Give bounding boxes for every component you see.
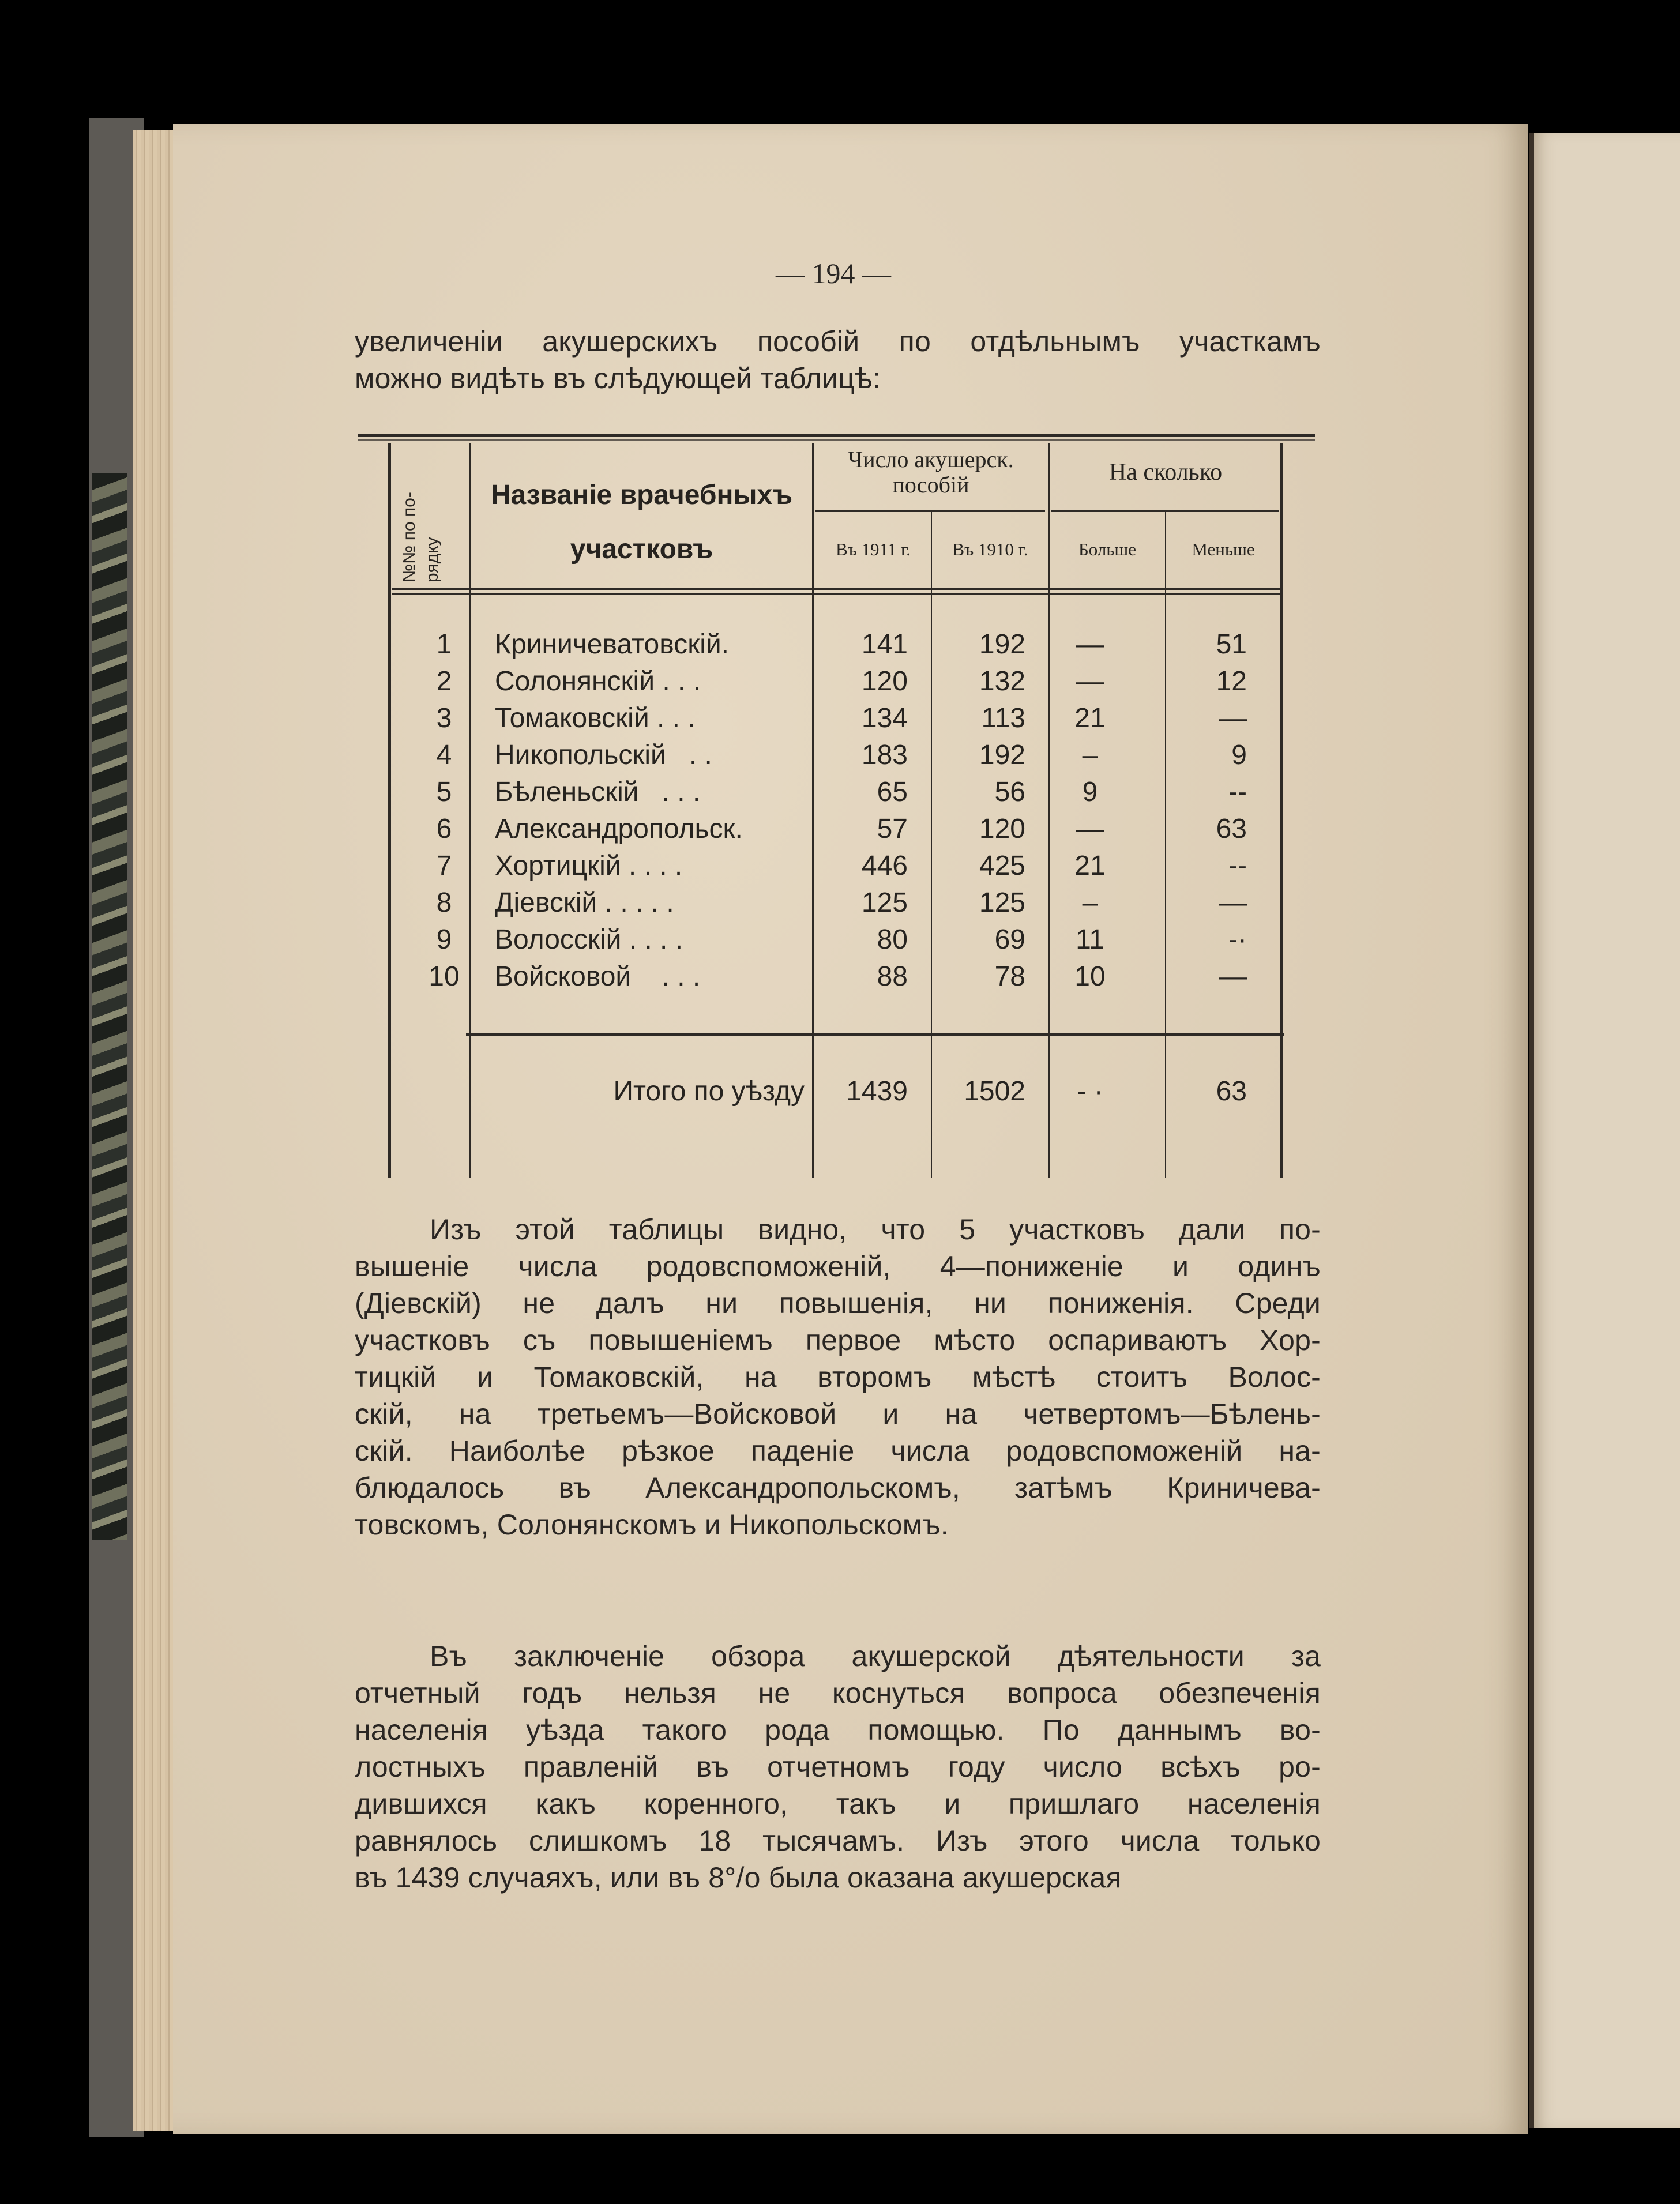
- difference-more: —: [1076, 629, 1104, 660]
- difference-more: —: [1076, 666, 1104, 697]
- row-number: 10: [429, 961, 460, 992]
- text-line: отчетный годъ нельзя не коснуться вопроса обезпеченiя: [355, 1677, 1321, 1709]
- header-row-number: [398, 438, 461, 582]
- book-gutter: [1529, 133, 1534, 2128]
- header-bottom-rule: [392, 593, 1280, 595]
- text-line: (Дiевскiй) не далъ ни повышенiя, ни пониженiя. Среди: [355, 1287, 1321, 1319]
- text-line: тицкiй и Томаковскiй, на второмъ мѣстѣ стоитъ Волос-: [355, 1361, 1321, 1393]
- total-1911: 1439: [846, 1076, 908, 1107]
- births-1910: 69: [994, 924, 1025, 955]
- births-1910: 192: [979, 629, 1025, 660]
- paragraph-2: [355, 1638, 1321, 1896]
- district-name: Бѣленьскiй . . .: [495, 777, 701, 807]
- births-1910: 113: [981, 703, 1025, 734]
- district-name: Хортицкiй . . . .: [495, 851, 683, 881]
- header-district-name-line: участковъ: [570, 534, 713, 565]
- text-line: скiй. Наиболѣе рѣзкое паденiе числа родовспоможенiй на-: [355, 1435, 1321, 1467]
- header-more: Больше: [1078, 539, 1137, 559]
- difference-less: —: [1219, 703, 1247, 734]
- total-label: Итого по уѣзду: [613, 1076, 805, 1107]
- row-number: 4: [436, 740, 452, 770]
- total-less: 63: [1216, 1076, 1247, 1107]
- births-1910: 132: [979, 666, 1025, 697]
- births-1911: 88: [877, 961, 908, 992]
- row-number: 7: [436, 851, 452, 881]
- births-1911: 80: [877, 924, 908, 955]
- intro-line: можно видѣть въ слѣдующей таблицѣ:: [355, 362, 881, 394]
- births-1910: 125: [979, 887, 1025, 918]
- births-1910: 425: [979, 851, 1025, 881]
- births-1911: 141: [861, 629, 908, 660]
- difference-more: 9: [1082, 777, 1098, 807]
- col-divider-thick: [812, 443, 814, 1178]
- difference-less: -·: [1228, 924, 1247, 955]
- header-less: Меньше: [1192, 539, 1255, 559]
- births-1911: 125: [861, 887, 908, 918]
- district-name: Томаковскiй . . .: [495, 703, 696, 734]
- births-1911: 57: [877, 814, 908, 844]
- row-number: 9: [436, 924, 452, 955]
- text-line: скiй, на третьемъ—Войсковой и на четвертомъ—Бѣлень-: [355, 1398, 1321, 1430]
- difference-more: –: [1082, 887, 1098, 918]
- intro-paragraph: [355, 323, 1321, 397]
- difference-less: 51: [1216, 629, 1247, 660]
- header-district-name-line: Названiе врачебныхъ: [490, 480, 793, 510]
- header-diff-group: На сколько: [1108, 459, 1223, 486]
- births-1911: 134: [861, 703, 908, 734]
- births-1910: 192: [979, 740, 1025, 770]
- difference-less: 9: [1231, 740, 1247, 770]
- text-line: блюдалось въ Александропольскомъ, затѣмъ Криничева-: [355, 1472, 1321, 1504]
- row-number: 2: [436, 666, 452, 697]
- header-count-group-line: Число акушерск.: [848, 446, 1014, 472]
- row-number: 5: [436, 777, 452, 807]
- total-1910: 1502: [964, 1076, 1025, 1107]
- row-number: 8: [436, 887, 452, 918]
- col-divider: [469, 443, 471, 1178]
- subheader-rule: [815, 510, 1045, 512]
- intro-line: увеличенiи акушерскихъ пособiй по отдѣльнымъ участкамъ: [355, 325, 1321, 358]
- district-name: Войсковой . . .: [495, 961, 701, 992]
- difference-less: 63: [1216, 814, 1247, 844]
- district-name: Криничеватовскiй.: [495, 629, 730, 660]
- births-1911: 446: [861, 851, 908, 881]
- difference-more: –: [1082, 740, 1098, 770]
- difference-less: —: [1219, 887, 1247, 918]
- difference-less: --: [1228, 851, 1247, 881]
- total-more: - ·: [1077, 1076, 1103, 1107]
- difference-less: —: [1219, 961, 1247, 992]
- births-1910: 78: [994, 961, 1025, 992]
- table-right-border: [1280, 443, 1283, 1178]
- right-page: [1534, 133, 1680, 2128]
- difference-more: 21: [1074, 703, 1106, 734]
- births-1910: 120: [979, 814, 1025, 844]
- paragraph-1: [355, 1211, 1321, 1543]
- row-number: 3: [436, 703, 452, 734]
- district-name: Дiевскiй . . . . .: [495, 887, 674, 918]
- difference-less: 12: [1216, 666, 1247, 697]
- difference-less: --: [1228, 777, 1247, 807]
- header-district-name: [473, 468, 810, 577]
- text-line: лостныхъ правленiй въ отчетномъ году число всѣхъ ро-: [355, 1751, 1321, 1783]
- district-name: Александропольск.: [495, 814, 743, 844]
- text-line: товскомъ, Солонянскомъ и Никопольскомъ.: [355, 1509, 949, 1541]
- text-line: дившихся какъ коренного, такъ и пришлаго населенiя: [355, 1788, 1321, 1820]
- total-rule: [466, 1033, 1284, 1036]
- text-line: въ 1439 случаяхъ, или въ 8°/о была оказана акушерская: [355, 1861, 1122, 1894]
- district-name: Волосскiй . . . .: [495, 924, 683, 955]
- text-line: вышенiе числа родовспоможенiй, 4—пониженiе и одинъ: [355, 1250, 1321, 1282]
- subheader-rule: [1051, 510, 1279, 512]
- header-row-number-line: №№ по по-: [400, 492, 419, 582]
- district-name: Никопольскiй . .: [495, 740, 712, 770]
- row-number: 1: [436, 629, 452, 660]
- table-top-rule: [358, 434, 1315, 437]
- header-1911: Въ 1911 г.: [835, 539, 911, 559]
- difference-more: 11: [1076, 924, 1104, 955]
- header-bottom-rule: [392, 588, 1280, 590]
- header-1910: Въ 1910 г.: [952, 539, 1028, 559]
- header-row-number-line: рядку: [423, 537, 442, 582]
- header-count-group: [815, 447, 1046, 498]
- table-left-border: [388, 443, 391, 1178]
- text-line: Въ заключенiе обзора акушерской дѣятельности за: [430, 1640, 1321, 1672]
- births-1911: 120: [861, 666, 908, 697]
- header-count-group-line: пособiй: [892, 472, 969, 498]
- births-1910: 56: [994, 777, 1025, 807]
- births-1911: 183: [861, 740, 908, 770]
- table-top-rule-thin: [358, 439, 1315, 441]
- births-1911: 65: [877, 777, 908, 807]
- district-name: Солонянскiй . . .: [495, 666, 701, 697]
- text-line: Изъ этой таблицы видно, что 5 участковъ дали по-: [430, 1213, 1321, 1246]
- difference-more: 21: [1074, 851, 1106, 881]
- text-line: равнялось слишкомъ 18 тысячамъ. Изъ этого числа только: [355, 1825, 1321, 1857]
- marbled-cover-edge: [92, 473, 127, 1540]
- page-number: — 194 —: [776, 257, 891, 289]
- difference-more: —: [1076, 814, 1104, 844]
- text-line: населенiя уѣзда такого рода помощью. По даннымъ во-: [355, 1714, 1321, 1746]
- difference-more: 10: [1074, 961, 1106, 992]
- row-number: 6: [436, 814, 452, 844]
- text-line: участковъ съ повышенiемъ первое мѣсто оспариваютъ Хор-: [355, 1324, 1321, 1356]
